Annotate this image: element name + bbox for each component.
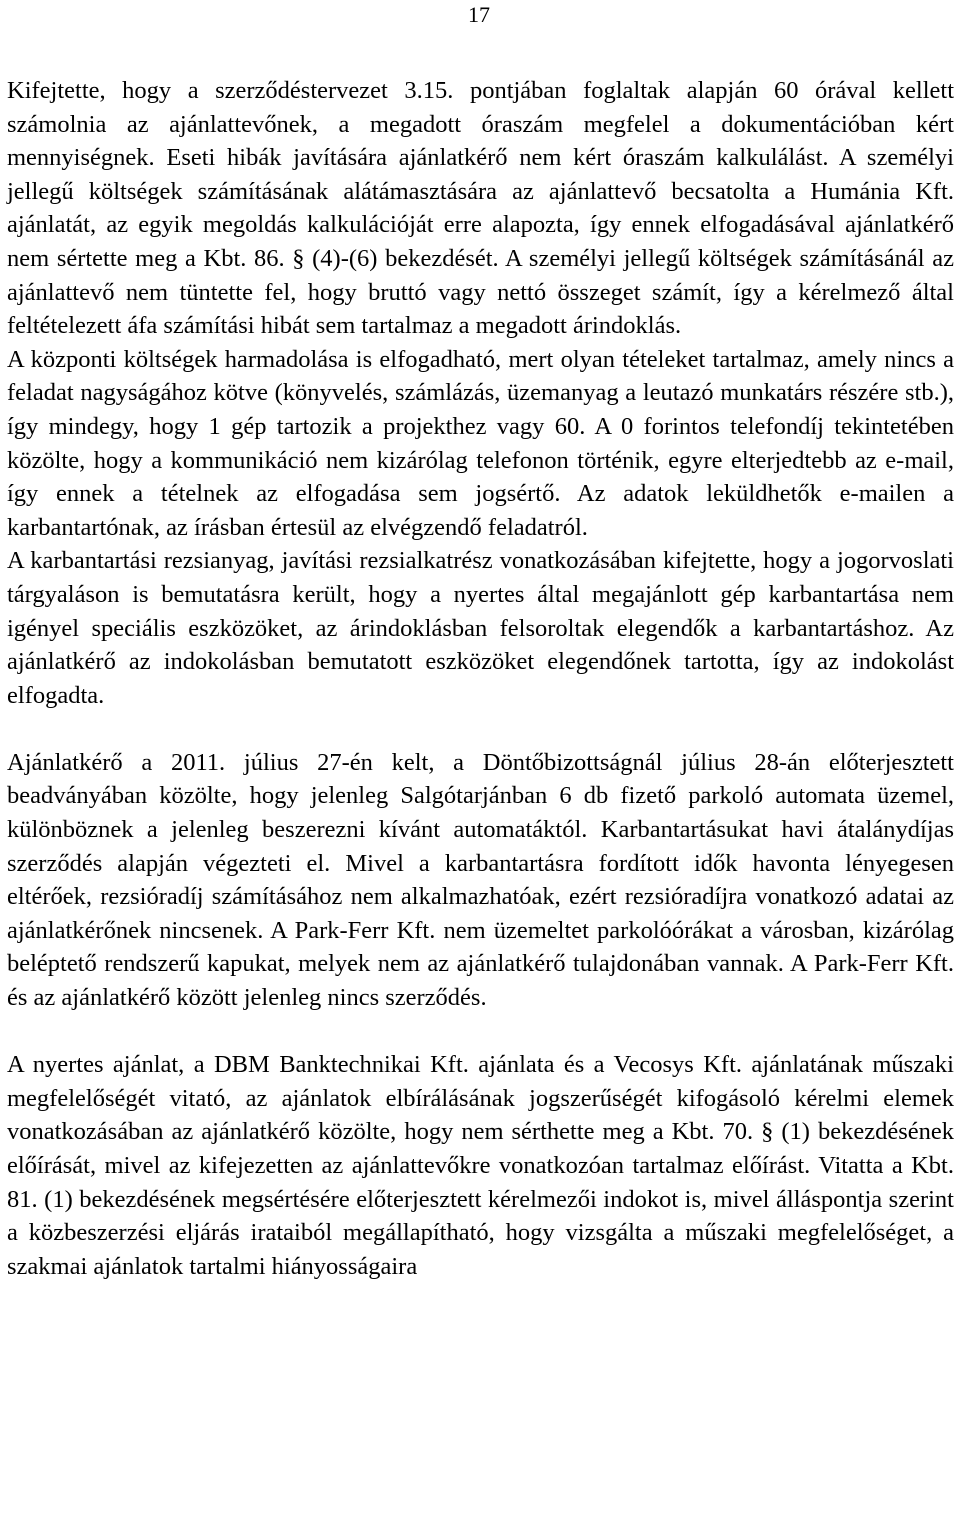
paragraph-3: A karbantartási rezsianyag, javítási rezsialkatrész vonatkozásában kifejtette, hogy a jogorvoslati tárgyaláson is bemutatásra került, hogy a nyertes által megajánlott gép karbantartása nem igényel speciális eszközöket, az árindoklásban felsoroltak elegendők a karbantartáshoz. Az ajánlatkérő az indokolásban bemutatott eszközöket elegendőnek tartotta, így az indokolást elfogadta. (7, 547, 954, 709)
paragraph-4: Ajánlatkérő a 2011. július 27-én kelt, a Döntőbizottságnál július 28-án előterjesztett beadványában közölte, hogy jelenleg Salgótarjánban 6 db fizető parkoló automata üzemel, különböznek a jelenleg beszerezni kívánt automatáktól. Karbantartásukat havi átalánydíjas szerződés alapján végezteti el. Mivel a karbantartásra fordított idők havonta lényegesen eltérőek, rezsióradíj számításához nem alkalmazhatóak, ezért rezsióradíjra vonatkozó adatai az ajánlatkérőnek nincsenek. A Park-Ferr Kft. nem üzemeltet parkolóórákat a városban, kizárólag beléptető rendszerű kapukat, melyek nem az ajánlatkérő tulajdonában vannak. A Park-Ferr Kft. és az ajánlatkérő között jelenleg nincs szerződés. (7, 748, 954, 1012)
paragraph-1: Kifejtette, hogy a szerződéstervezet 3.15. pontjában foglaltak alapján 60 órával kellett számolnia az ajánlattevőnek, a megadott óraszám megfelel a dokumentációban kért mennyiségnek. Eseti hibák javítására ajánlatkérő nem kért óraszám kalkulálást. A személyi jellegű költségek számításának alátámasztására az ajánlattevő becsatolta a Humánia Kft. ajánlatát, az egyik megoldás kalkulációját erre alapozta, így ennek elfogadásával ajánlatkérő nem sértette meg a Kbt. 86. § (4)-(6) bekezdését. A személyi jellegű költségek számításánál az ajánlattevő nem tüntette fel, hogy bruttó vagy nettó összeget számít, így a kérelmező által feltételezett áfa számítási hibát sem tartalmaz a megadott árindoklás. (7, 77, 954, 340)
paragraph-2: A központi költségek harmadolása is elfogadható, mert olyan tételeket tartalmaz, amely nincs a feladat nagyságához kötve (könyvelés, számlázás, üzemanyag a leutazó munkatárs részére stb.), így mindegy, hogy 1 gép tartozik a projekthez vagy 60. A 0 forintos telefondíj tekintetében közölte, hogy a kommunikáció nem kizárólag telefonon történik, egyre elterjedtebb az e-mail, így ennek a tételnek az elfogadása sem jogsértő. Az adatok leküldhetők e-mailen a karbantartónak, az írásban értesül az elvégzendő feladatról. (7, 345, 954, 541)
page-number: 17 (468, 2, 490, 27)
document-body (7, 74, 954, 1283)
paragraph-5: A nyertes ajánlat, a DBM Banktechnikai Kft. ajánlata és a Vecosys Kft. ajánlatának műszaki megfelelőségét vitató, az ajánlatok elbírálásának jogszerűségét kifogásoló kérelmi elemek vonatkozásában az ajánlatkérő közölte, hogy nem sérthette meg a Kbt. 70. § (1) bekezdésének előírását, mivel az kifejezetten az ajánlattevőkre vonatkozóan tartalmaz előírást. Vitatta a Kbt. 81. (1) bekezdésének megsértésére előterjesztett kérelmezői indokot is, mivel álláspontja szerint a közbeszerzési eljárás irataiból megállapítható, hogy vizsgálta a műszaki megfelelőséget, a szakmai ajánlatok tartalmi hiányosságaira (7, 1051, 954, 1280)
